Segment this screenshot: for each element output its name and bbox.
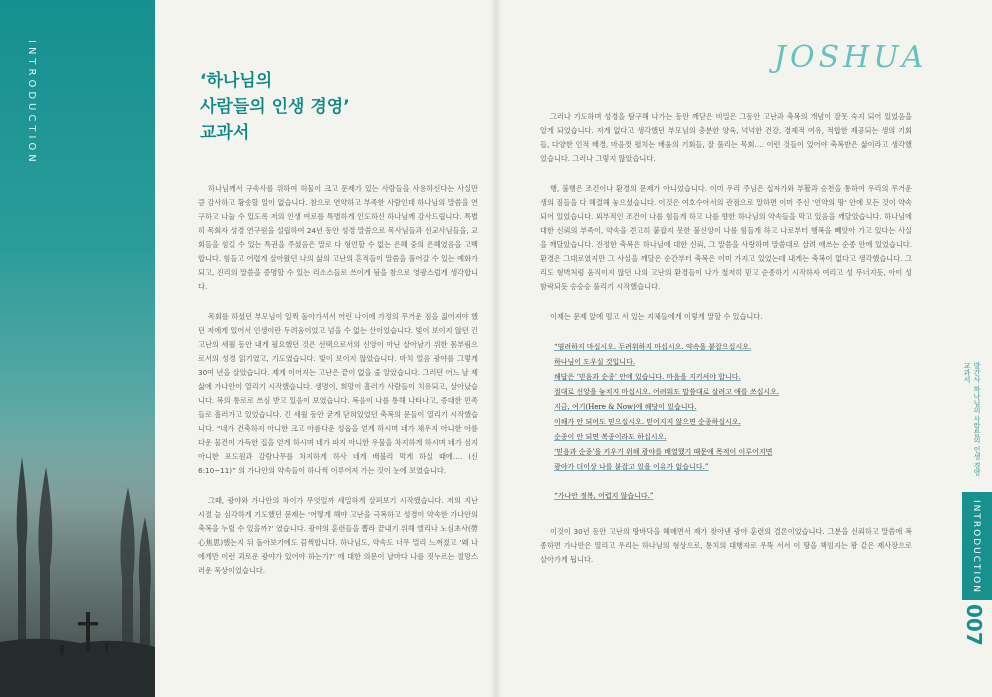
title-line-2: 사람들의 인생 경영’ — [200, 97, 350, 117]
page-number-text: 007 — [962, 604, 986, 646]
left-color-band — [0, 0, 155, 697]
left-paragraph-3: 그때, 광야와 가나안의 차이가 무엇일까 세밀하게 살펴보기 시작했습니다. 저의 지난 시절 늘 심각하게 기도했던 문제는 ‘어떻게 해야 고난을 극복하고 성경이 약속한 가나안의 축복을 누릴 수 있을까?’ 였습니다. 광야의 훈련들을 뽑라 끝내기 위해 엘리나 노심초사(勞心焦思)했는지 뒤 돌아보기에도 끔찍합니다. 하나님도, 약속도 너무 멀리 느껴졌고 ‘왜 나에게만 이런 괴로운 광야가 있어야 하는가?’ 에 대한 의문이 날마다 나를 짓누르는 절망스러운 묵상이었습니다. — [198, 496, 478, 575]
joshua-script-title: JOSHUA — [774, 40, 928, 75]
running-header-vertical — [962, 362, 988, 482]
right-paragraph-2: 행, 불행은 조건이나 환경의 문제가 아니었습니다. 이미 우리 주님은 십자가와 부활과 승천을 통하여 우리의 무거운 생의 짐들을 다 해결해 놓으셨습니다. 이것은 여호수아서의 관점으로 말하면 이미 주신 ‘언약의 땅’ 안에 모든 것이 약속되어 있었습니다. 외부적인 조건이 나를 힘들게 하고 나를 향한 하나님의 약속들을 막고 있음을 깨달았습니다. 하나님에 대한 신뢰의 부족이, 약속을 견고히 붙잡지 못한 불신앙이 나를 힘들게 하고 나로부터 행복을 빼앗아 가고 있다는 사실을 깨달았습니다. 진정한 축복은 하나님에 대한 신뢰, 그 말씀을 사랑하며 말씀대로 살려 애쓰는 순종 안에 있었습니다. 환경은 그대로였지만 그 사실을 깨달은 순간부터 축복은 이미 가지고 있었는데 내게는 축복이 없다고 생각했습니다. 그리도 형벽처럼 움직이지 않던 나의 고난의 환경들이 나가 철저히 믿고 순종하기 시작하자 여리고 성 무너지듯, 아이 성 함락되듯 승승승 풀리기 시작했습니다. — [540, 184, 912, 291]
section-tab-label: INTRODUCTION — [971, 500, 981, 594]
exhortation-quote — [540, 340, 912, 475]
quote-line: 이해가 안 되어도 믿으십시오. 믿어지지 않으면 순종하십시오. — [554, 418, 741, 426]
left-paragraph-2: 목회를 하셨던 부모님이 일찍 돌아가셔서 어린 나이에 가정의 무거운 짐을 짊어져야 했던 저에게 있어서 인생이란 두려움이었고 넘을 수 없는 산이었습니다. 빛이 보이지 않던 긴 고난의 세월 동안 내게 필요했던 것은 선택으로서의 신앙이 아닌 살아남기 위한 몸부림으로서의 성경 읽기였고, 기도였습니다. 빛이 보이지 않았습니다. 마치 얼음 광야를 그렇게 30여 년을 살았습니다. 제게 이어지는 고난은 끝이 없을 줄 알았습니다. 그러던 어느 날 제 삶에 가나안이 열리기 시작했습니다. 생명이, 희망이 흘러가 사람들이 치유되고, 살아났습니다. 복의 통로로 쓰심 받고 있음이 보였습니다. 복음이 나를 통해 나타나고, 증대한 민족들로 흘러가고 있었습니다. 긴 세월 동안 굳게 닫혀있었던 축복의 문들이 열리기 시작했습니다. “네가 건축하지 아니한 크고 아름다운 성읍을 얻게 하시며 네가 채우지 아니한 아름다운 물건이 가득한 집을 얻게 하시며 네가 파지 아니한 우물을 차지하게 하시며 네가 심지 아니한 포도원과 감람나무를 차지하게 하사 네게 배불리 먹게 하실 때에…. (신 6:10~11)” 의 가나안의 약속들이 하나씩 이루어져 가는 것이 눈에 보였습니다. — [198, 312, 478, 475]
left-body-column — [198, 182, 478, 594]
quote-line: 지금, 여기(Here & Now)에 해당이 있습니다. — [554, 403, 697, 411]
quote-line: 해답은 ‘믿음과 순종’ 안에 있습니다. 마음을 지키셔야 합니다. — [554, 373, 741, 381]
section-tab — [962, 492, 992, 600]
left-paragraph-1: 하나님께서 구속사를 위하여 허물이 크고 문제가 있는 사람들을 사용하신다는 사실만큼 감사하고 황송할 일이 없습니다. 참으로 연약하고 부족한 사람인데 하나님의 말씀을 연구하고 나눌 수 있도록 저의 인생 여로를 특별하게 인도하신 하나님께 감사드립니다. 특별히 목회자 성경 연구원을 설립하여 24년 동안 성경 말씀으로 목사님들과 선교사님들을, 교회들을 섬길 수 있는 특권을 주셨음은 말로 다 형언할 수 없는 은혜 중의 은혜였음을 고백합니다. 힘들고 어렵게 살아왔던 나의 삶의 고난의 흔적들이 말씀을 풀어갈 수 있는 예화가 되고, 진리의 말씀을 증명할 수 있는 리소스들로 쓰이게 됨을 참으로 영광스럽게 생각합니다. — [198, 184, 478, 291]
quote-line: 순종이 안 되면 복종이라도 하십시오. — [554, 433, 667, 441]
right-paragraph-3: 이제는 문제 앞에 떨고 서 있는 지체들에게 이렇게 말할 수 있습니다. — [550, 312, 763, 321]
canaan-quote: “가나안 정복, 어렵지 않습니다.” — [554, 492, 654, 500]
cross-silhouette-image — [0, 397, 155, 697]
quote-line: 광야가 더이상 나를 붙잡고 있을 이유가 없습니다.” — [554, 463, 709, 471]
right-paragraph-1: 그러나 기도하며 성경을 탐구해 나가는 동안 깨닫은 비밀은 그동안 고난과 축복의 개념이 잘못 숙지 되어 있었음을 알게 되었습니다. 저게 없다고 생각했던 부모님의 충분한 양육, 넉넉한 건강, 경제적 여유, 적합한 제공되는 생의 기회들, 다양한 인적 배경, 마음껏 펼치는 배움의 기회들, 잘 풀리는 목회…. 이런 것들이 있어야 축복받은 삶이라고 생각했었습니다. 그러나 그렇지 않았습니다. — [540, 112, 912, 163]
quote-line: ‘믿음과 순종’을 키우기 위해 광야를 배열했기 때문에 목적이 이루어지면 — [554, 448, 773, 456]
band-label-text: INTRODUCTION — [26, 40, 37, 166]
book-label: 발간사 하나님의 사람들의 인생 경영 교과서 — [963, 362, 981, 476]
right-body-column — [540, 110, 912, 583]
quote-line: 하나님이 도우실 것입니다. — [554, 358, 636, 366]
quote-line: “염려하지 마십시오. 두려워하지 마십시오. 약속을 붙잡으십시오. — [554, 343, 752, 351]
page-title — [200, 68, 480, 146]
closing-paragraph: 이것이 30년 동안 고난의 땅바닥을 헤매면서 제가 찾아낸 광야 훈련의 결론이었습니다. 그분을 신뢰하고 말씀에 복종하면 가나안은 열리고 우리는 하나님의 형상으로, 통치의 대행자로 우뚝 서서 이 땅을 책임지는 왕 같은 제사장으로 살아가게 됩니다. — [540, 527, 912, 564]
page-spine-shadow — [490, 0, 502, 697]
title-line-1: ‘하나님의 — [200, 71, 273, 91]
title-line-3: 교과서 — [200, 123, 250, 143]
page-number — [955, 604, 992, 654]
quote-line: 절대로 신앙을 놓치지 마십시오. 어려워도 말씀대로 살려고 애를 쓰십시오. — [554, 388, 780, 396]
band-vertical-label — [26, 40, 44, 180]
